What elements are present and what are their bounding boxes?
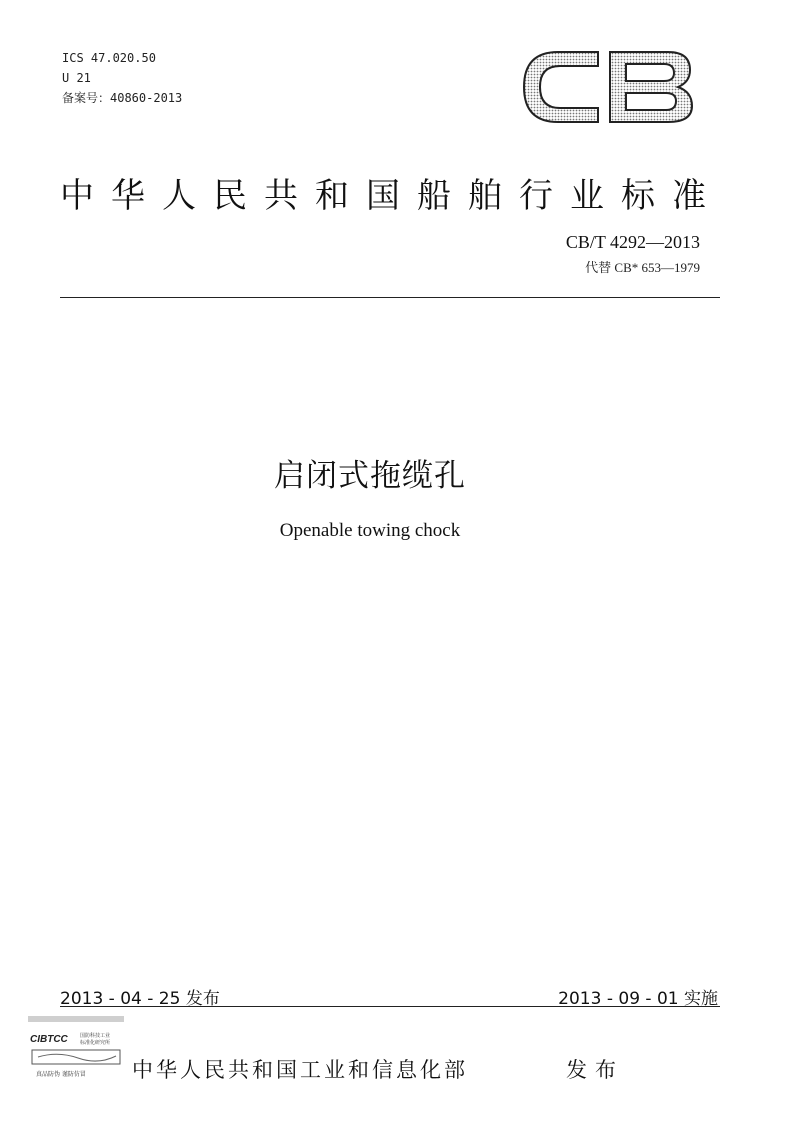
stamp-authentic-text: 真品防伪 谨防仿冒	[36, 1071, 86, 1078]
issue-date: 2013 - 04 - 25 发布	[60, 989, 220, 1009]
ccs-code: U 21	[62, 71, 91, 85]
replaces-standard: 代替 CB* 653—1979	[585, 260, 700, 275]
ics-code: ICS 47.020.50	[62, 51, 156, 65]
stamp-org-line1: 国防科技工业	[80, 1033, 111, 1039]
document-title-english: Openable towing chock	[279, 520, 461, 541]
standard-number: CB/T 4292—2013	[565, 232, 700, 252]
record-number: 备案号：40860-2013	[62, 91, 183, 105]
stamp-org-line2: 标准化研究所	[80, 1040, 111, 1046]
header-divider	[60, 297, 720, 298]
industry-standard-title: 中华人民共和国船舶行业标准	[60, 176, 723, 216]
document-title-chinese: 启闭式拖缆孔	[274, 458, 466, 494]
cb-logo	[518, 46, 696, 128]
footer-divider	[60, 1006, 720, 1007]
document-metadata	[62, 48, 182, 108]
publisher-name: 中华人民共和国工业和信息化部	[132, 1058, 468, 1082]
stamp-brand: CIBTCC	[30, 1034, 68, 1045]
anti-counterfeit-stamp	[28, 1012, 128, 1080]
publish-label: 发布	[566, 1058, 624, 1082]
effective-date: 2013 - 09 - 01 实施	[558, 989, 718, 1009]
